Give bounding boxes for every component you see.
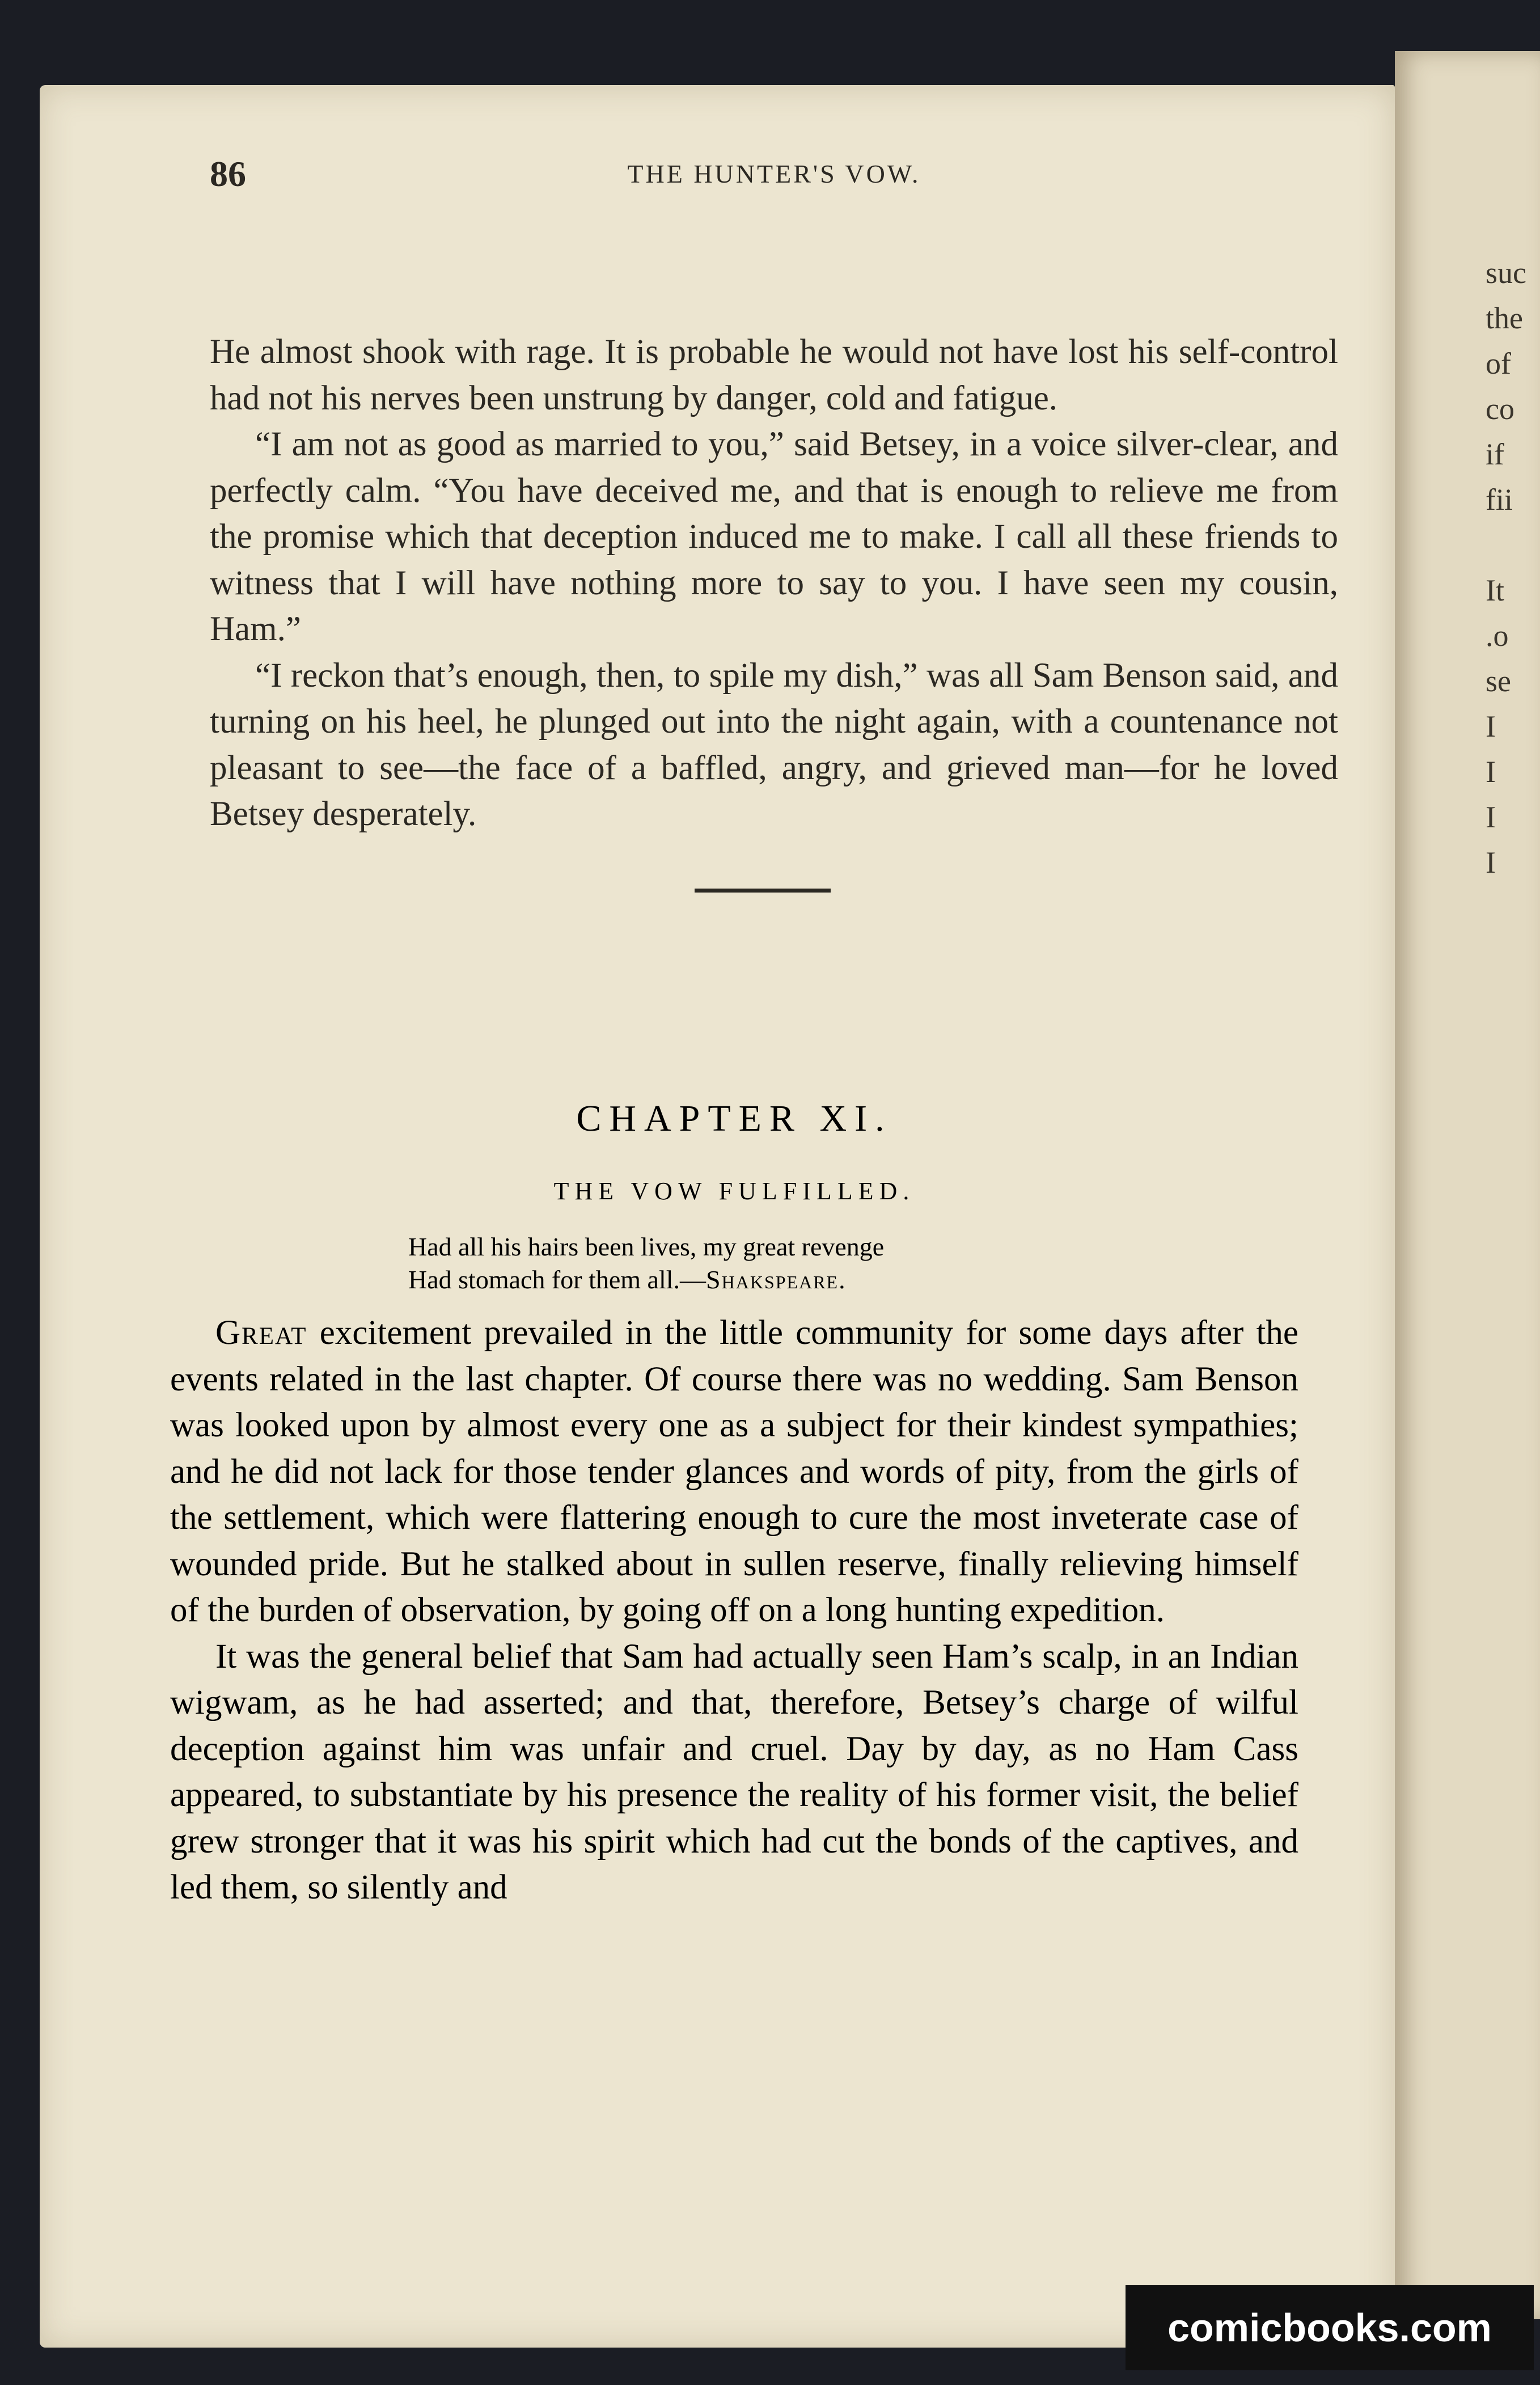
chapter-subtitle: THE VOW FULFILLED.	[553, 1177, 915, 1205]
page-header	[210, 153, 1338, 204]
adjacent-text-fragment: It	[1486, 573, 1504, 607]
running-title: THE HUNTER'S VOW.	[627, 159, 921, 188]
adjacent-text-fragment: if	[1486, 437, 1504, 471]
epigraph-line-text: Had stomach for them all.—	[408, 1265, 706, 1294]
adjacent-text-fragment: co	[1486, 392, 1514, 426]
adjacent-text-fragment: suc	[1486, 256, 1526, 290]
paragraph: “I reckon that’s enough, then, to spile my dish,” was all Sam Benson said, and turning on his heel, he plunged out into the night again, with a countenance not pleasant to see—the face of a baffled, angry, and grieved man—for he loved Betsey desperately.	[210, 656, 1338, 833]
page-number: 86	[210, 154, 246, 194]
adjacent-text-fragment: I	[1486, 800, 1496, 834]
adjacent-text-fragment: the	[1486, 301, 1523, 335]
adjacent-page-edge	[1395, 51, 1540, 2319]
paragraph-text: It was the general belief that Sam had actually seen Ham’s scalp, in an Indian wigwam, as he had asserted; and that, therefore, Betsey’s charge of wilful deception against him was unfair and cruel. Day by day, as no Ham Cass appeared, to substantiate by his presence the reality of his former visit, the belief grew stronger that it was his spirit which had cut the bonds of the captives, and led them, so silently and	[170, 1637, 1298, 1906]
adjacent-text-fragment: I	[1486, 755, 1496, 789]
paragraph: He almost shook with rage. It is probable he would not have lost his self-control had not his nerves been unstrung by danger, cold and fatigue.	[210, 333, 1338, 417]
chapter-text-block	[170, 1310, 1298, 1911]
top-text-block	[210, 329, 1338, 838]
chapter-lead-word: Great	[215, 1314, 307, 1352]
paragraph: “I am not as good as married to you,” said Betsey, in a voice silver-clear, and perfectly calm. “You have deceived me, and that is enough to relieve me from the promise which that deception induced me to make. I call all these friends to witness that I will have nothing more to say to you. I have seen my cousin, Ham.”	[210, 425, 1338, 648]
paragraph	[170, 1310, 1298, 1634]
section-divider-rule	[695, 889, 831, 893]
adjacent-text-fragment: of	[1486, 346, 1511, 380]
adjacent-text-fragment: I	[1486, 845, 1496, 879]
paragraph	[170, 1634, 1298, 1911]
paragraph-text: excitement prevailed in the little community for some days after the events related in the last chapter. Of course there was no wedding. Sam Benson was looked upon by almost every one as a subject for their kindest sympathies; and he did not lack for those tender glances and words of pity, from the girls of the settlement, which were flattering enough to cure the most inveterate case of wounded pride. But he stalked about in sullen reserve, finally relieving himself of the burden of observation, by going off on a long hunting expedition.	[170, 1314, 1298, 1629]
adjacent-text-fragment: fii	[1486, 483, 1513, 517]
adjacent-text-fragment: se	[1486, 664, 1511, 698]
adjacent-text-fragment: .o	[1486, 619, 1509, 653]
adjacent-text-fragment: I	[1486, 709, 1496, 743]
epigraph-author: Shakspeare.	[706, 1265, 847, 1294]
site-watermark: comicbooks.com	[1126, 2285, 1534, 2370]
epigraph	[408, 1230, 1202, 1296]
book-page	[40, 85, 1395, 2348]
chapter-title: CHAPTER XI.	[576, 1098, 892, 1139]
epigraph-line: Had all his hairs been lives, my great revenge	[408, 1232, 885, 1261]
epigraph-line	[408, 1263, 1202, 1296]
